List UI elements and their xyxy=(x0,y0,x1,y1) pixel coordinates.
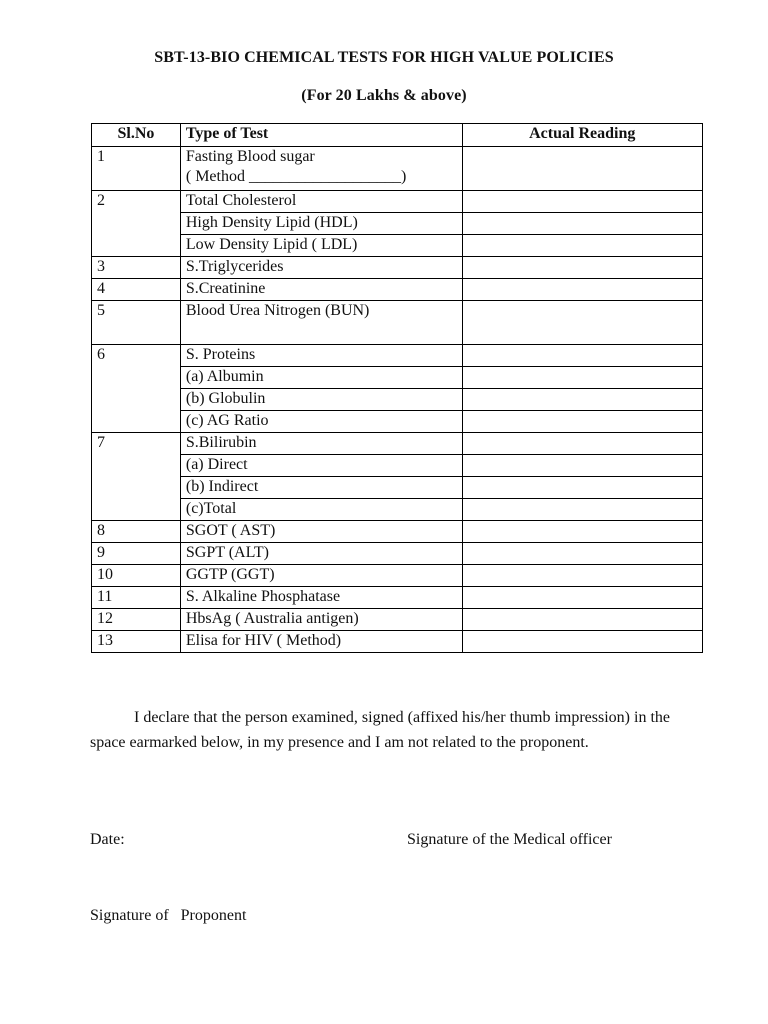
table-row xyxy=(92,389,703,411)
medical-officer-signature-label: Signature of the Medical officer xyxy=(407,831,612,848)
sl-no-cell: 4 xyxy=(92,279,181,301)
sl-no-cell: 8 xyxy=(92,521,181,543)
test-name-cell xyxy=(180,147,462,191)
actual-reading-cell[interactable] xyxy=(462,235,703,257)
actual-reading-cell[interactable] xyxy=(462,521,703,543)
sl-no-cell: 7 xyxy=(92,433,181,521)
table-row xyxy=(92,345,703,367)
date-label: Date: xyxy=(90,831,125,848)
test-name-cell: S. Alkaline Phosphatase xyxy=(180,587,462,609)
sl-no-cell: 3 xyxy=(92,257,181,279)
sl-no-cell: 5 xyxy=(92,301,181,345)
test-name-cell: S.Bilirubin xyxy=(180,433,462,455)
document-subtitle: (For 20 Lakhs & above) xyxy=(301,87,467,104)
sl-no-cell: 6 xyxy=(92,345,181,433)
table-row xyxy=(92,411,703,433)
sl-no-cell: 9 xyxy=(92,543,181,565)
document-title: SBT-13-BIO CHEMICAL TESTS FOR HIGH VALUE POLICIES xyxy=(154,49,614,66)
test-name-cell: (a) Albumin xyxy=(180,367,462,389)
table-row xyxy=(92,147,703,191)
test-name-cell: GGTP (GGT) xyxy=(180,565,462,587)
actual-reading-cell[interactable] xyxy=(462,499,703,521)
tests-table xyxy=(91,123,703,653)
actual-reading-cell[interactable] xyxy=(462,279,703,301)
table-row xyxy=(92,477,703,499)
actual-reading-cell[interactable] xyxy=(462,213,703,235)
test-name-cell: SGPT (ALT) xyxy=(180,543,462,565)
table-row xyxy=(92,565,703,587)
sl-no-cell: 10 xyxy=(92,565,181,587)
test-name-cell: S.Triglycerides xyxy=(180,257,462,279)
test-name-cell: S.Creatinine xyxy=(180,279,462,301)
table-row xyxy=(92,433,703,455)
col-header-slno: Sl.No xyxy=(92,124,181,147)
table-row xyxy=(92,367,703,389)
actual-reading-cell[interactable] xyxy=(462,301,703,345)
table-row xyxy=(92,609,703,631)
table-row xyxy=(92,213,703,235)
table-header-row xyxy=(92,124,703,147)
actual-reading-cell[interactable] xyxy=(462,565,703,587)
test-name-cell: (b) Indirect xyxy=(180,477,462,499)
actual-reading-cell[interactable] xyxy=(462,455,703,477)
test-name-cell: (b) Globulin xyxy=(180,389,462,411)
col-header-type-of-test: Type of Test xyxy=(180,124,462,147)
actual-reading-cell[interactable] xyxy=(462,631,703,653)
test-name-cell: S. Proteins xyxy=(180,345,462,367)
test-name-cell: Total Cholesterol xyxy=(180,191,462,213)
declaration-paragraph xyxy=(90,705,690,755)
actual-reading-cell[interactable] xyxy=(462,609,703,631)
actual-reading-cell[interactable] xyxy=(462,543,703,565)
table-row xyxy=(92,631,703,653)
proponent-signature-label: Signature of Proponent xyxy=(90,907,247,924)
table-row xyxy=(92,543,703,565)
sl-no-cell: 12 xyxy=(92,609,181,631)
table-row xyxy=(92,521,703,543)
declaration-text: I declare that the person examined, signed (affixed his/her thumb impression) in the space earmarked below, in my presence and I am not related to the proponent. xyxy=(90,709,670,751)
test-name-cell: (a) Direct xyxy=(180,455,462,477)
table-row xyxy=(92,455,703,477)
test-name-cell: Low Density Lipid ( LDL) xyxy=(180,235,462,257)
table-row xyxy=(92,279,703,301)
actual-reading-cell[interactable] xyxy=(462,257,703,279)
col-header-actual-reading: Actual Reading xyxy=(462,124,703,147)
table-row xyxy=(92,499,703,521)
table-row xyxy=(92,191,703,213)
test-name-cell: SGOT ( AST) xyxy=(180,521,462,543)
table-row xyxy=(92,301,703,345)
test-name: Fasting Blood sugar xyxy=(185,148,315,165)
actual-reading-cell[interactable] xyxy=(462,345,703,367)
table-row xyxy=(92,587,703,609)
table-row xyxy=(92,235,703,257)
actual-reading-cell[interactable] xyxy=(462,367,703,389)
sl-no-cell: 1 xyxy=(92,147,181,191)
test-method-blank: ( Method ___________________) xyxy=(185,168,407,185)
sl-no-cell: 2 xyxy=(92,191,181,257)
actual-reading-cell[interactable] xyxy=(462,411,703,433)
actual-reading-cell[interactable] xyxy=(462,191,703,213)
sl-no-cell: 13 xyxy=(92,631,181,653)
table-row xyxy=(92,257,703,279)
actual-reading-cell[interactable] xyxy=(462,587,703,609)
test-name-cell: Elisa for HIV ( Method) xyxy=(180,631,462,653)
test-name-cell: High Density Lipid (HDL) xyxy=(180,213,462,235)
actual-reading-cell[interactable] xyxy=(462,477,703,499)
actual-reading-cell[interactable] xyxy=(462,147,703,191)
test-name-cell: (c)Total xyxy=(180,499,462,521)
test-name-cell: Blood Urea Nitrogen (BUN) xyxy=(180,301,462,345)
test-name-cell: HbsAg ( Australia antigen) xyxy=(180,609,462,631)
test-name-cell: (c) AG Ratio xyxy=(180,411,462,433)
actual-reading-cell[interactable] xyxy=(462,389,703,411)
actual-reading-cell[interactable] xyxy=(462,433,703,455)
sl-no-cell: 11 xyxy=(92,587,181,609)
